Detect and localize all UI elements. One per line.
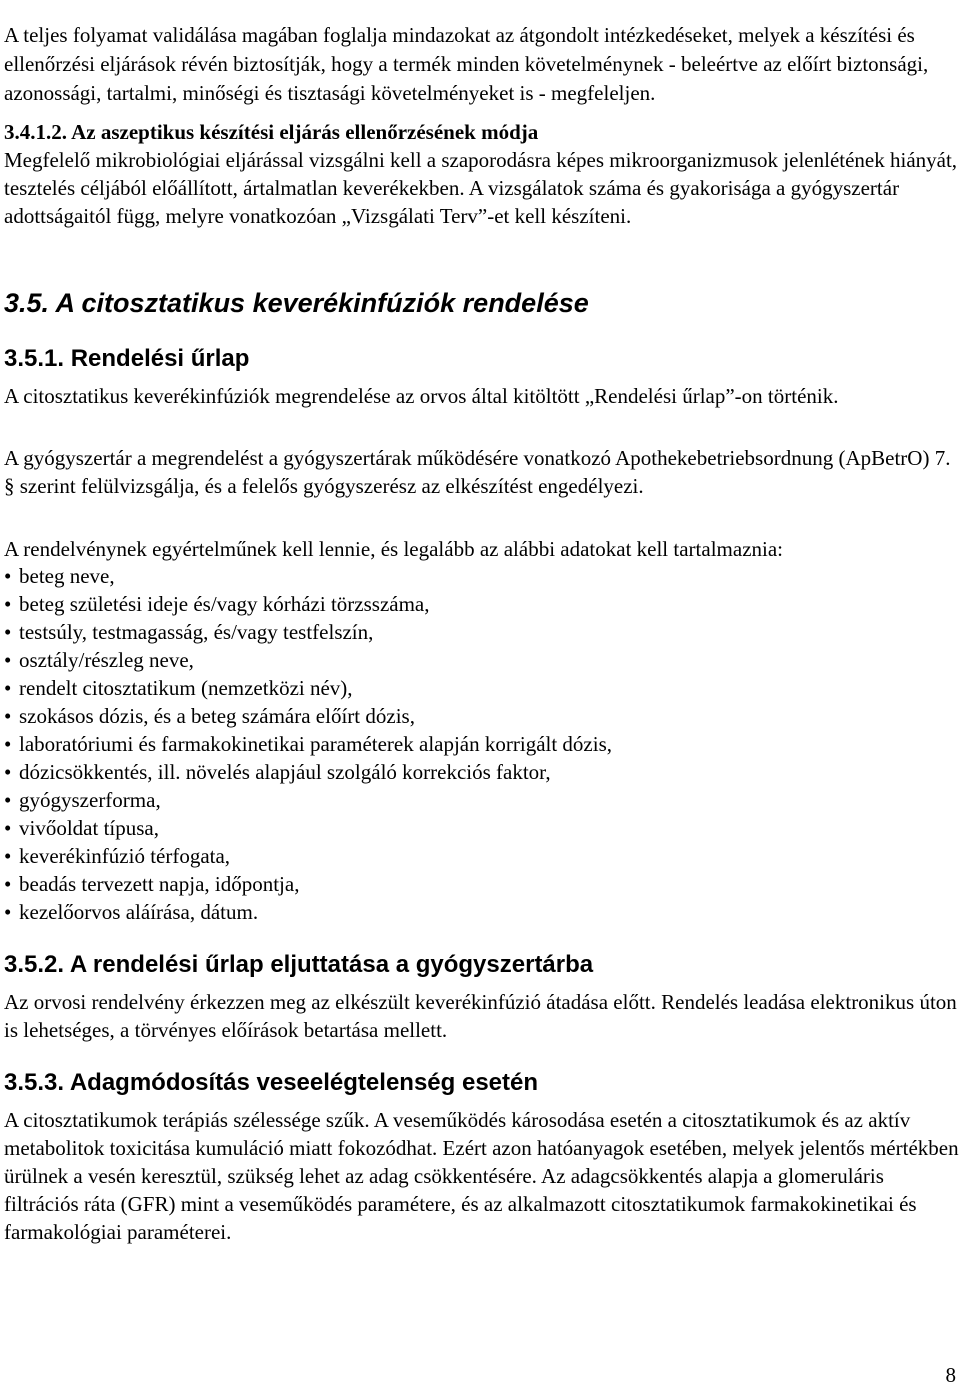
list-item: • beteg születési ideje és/vagy kórházi törzsszáma, — [4, 592, 430, 616]
bullet-icon: • — [4, 620, 12, 644]
list-item: • dózicsökkentés, ill. növelés alapjául szolgáló korrekciós faktor, — [4, 760, 551, 784]
section-3-5-1-heading: 3.5.1. Rendelési űrlap — [4, 345, 250, 372]
section-3-5-3-heading: 3.5.3. Adagmódosítás veseelégtelenség esetén — [4, 1069, 539, 1096]
bullet-icon: • — [4, 732, 12, 756]
section-3-5-1-para1: A citosztatikus keverékinfúziók megrendelése az orvos által kitöltött „Rendelési űrlap”-on történik. — [4, 384, 839, 408]
section-3-5-heading: 3.5. A citosztatikus keverékinfúziók rendelése — [4, 288, 589, 318]
list-item: • beadás tervezett napja, időpontja, — [4, 872, 300, 896]
section-3-4-1-2-heading: 3.4.1.2. Az aszeptikus készítési eljárás ellenőrzésének módja — [4, 120, 539, 144]
bullet-icon: • — [4, 760, 12, 784]
bullet-icon: • — [4, 704, 12, 728]
section-3-4-1-2-paragraph — [4, 118, 959, 230]
list-item: • vivőoldat típusa, — [4, 816, 159, 840]
section-3-5-1-para3: A rendelvénynek egyértelműnek kell lennie, és legalább az alábbi adatokat kell tartalmaznia: — [4, 537, 783, 561]
list-item: • szokásos dózis, és a beteg számára előírt dózis, — [4, 704, 415, 728]
section-3-5-1-para2: A gyógyszertár a megrendelést a gyógyszertárak működésére vonatkozó Apothekebetriebsordnung (ApBetrO) 7. § szerint felülvizsgálja, és a felelős gyógyszerész az elkészítést engedélyezi. — [4, 446, 951, 498]
section-3-5-2-text: Az orvosi rendelvény érkezzen meg az elkészült keverékinfúzió átadása előtt. Rendelés leadása elektronikus úton is lehetséges, a törvényes előírások betartása mellett. — [4, 990, 957, 1042]
bullet-icon: • — [4, 564, 12, 588]
bullet-icon: • — [4, 592, 12, 616]
bullet-icon: • — [4, 648, 12, 672]
bullet-icon: • — [4, 844, 12, 868]
list-item: • laboratóriumi és farmakokinetikai paraméterek alapján korrigált dózis, — [4, 732, 613, 756]
page-number: 8 — [945, 1363, 956, 1387]
section-3-4-1-2-text: Megfelelő mikrobiológiai eljárással vizsgálni kell a szaporodásra képes mikroorganizmusok jelenlétének hiányát, tesztelés céljából előállított, ártalmatlan keverékekben. A vizsgálatok száma és gyakorisága a gyógyszertár adottságaitól függ, melyre vonatkozóan „Vizsgálati Terv”-et kell készíteni. — [4, 148, 958, 228]
list-item: • kezelőorvos aláírása, dátum. — [4, 900, 259, 924]
list-item: • testsúly, testmagasság, és/vagy testfelszín, — [4, 620, 374, 644]
list-item: • rendelt citosztatikum (nemzetközi név), — [4, 676, 353, 700]
required-data-list — [4, 562, 612, 926]
intro-paragraph: A teljes folyamat validálása magában foglalja mindazokat az átgondolt intézkedéseket, melyek a készítési és ellenőrzési eljárások révén biztosítják, hogy a termék minden követelménynek - beleértve az előírt biztonsági, azonossági, tartalmi, minőségi és tisztasági követelményeket is - megfeleljen. — [4, 23, 929, 105]
bullet-icon: • — [4, 676, 12, 700]
bullet-icon: • — [4, 872, 12, 896]
list-item: • gyógyszerforma, — [4, 788, 161, 812]
list-item: • beteg neve, — [4, 564, 115, 588]
bullet-icon: • — [4, 900, 12, 924]
section-3-5-2-heading: 3.5.2. A rendelési űrlap eljuttatása a gyógyszertárba — [4, 951, 594, 978]
list-item: • keverékinfúzió térfogata, — [4, 844, 231, 868]
section-3-5-3-text: A citosztatikumok terápiás szélessége szűk. A veseműködés károsodása esetén a citosztatikumok és az aktív metabolitok toxicitása kumuláció miatt fokozódhat. Ezért azon hatóanyagok esetében, melyek jelentős mértékben ürülnek a vesén keresztül, szükség lehet az adag csökkentésére. Az adagcsökkentés alapja a glomeruláris filtrációs ráta (GFR) mint a veseműködés paramétere, és az alkalmazott citosztatikumok farmakokinetikai és farmakológiai paraméterei. — [4, 1108, 959, 1244]
list-item: • osztály/részleg neve, — [4, 648, 194, 672]
bullet-icon: • — [4, 816, 12, 840]
bullet-icon: • — [4, 788, 12, 812]
